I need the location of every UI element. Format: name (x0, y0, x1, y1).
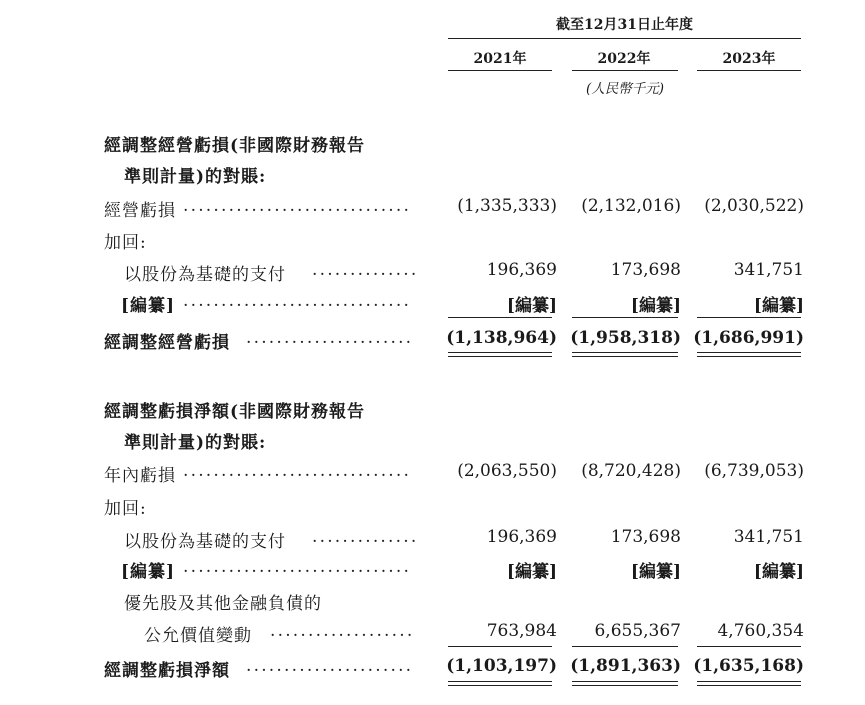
total-double-rule (448, 352, 552, 357)
leader-dots: ...................... (246, 656, 414, 676)
leader-dots: .............................. (183, 461, 412, 481)
leader-dots: .............. (312, 527, 419, 547)
leader-dots: .............. (312, 260, 419, 280)
redacted-label: [編纂] (121, 296, 176, 316)
redacted-2022: [編纂] (630, 296, 681, 316)
total-double-rule (448, 681, 552, 686)
redacted-2022: [編纂] (630, 562, 681, 582)
loss-for-year-2022: (8,720,428) (581, 461, 681, 481)
leader-dots: ................... (270, 621, 415, 641)
adjusted-operating-loss-2022: (1,958,318) (570, 328, 681, 348)
share-based-payment-label: 以股份為基礎的支付 (124, 532, 286, 552)
share-based-payment-label: 以股份為基礎的支付 (124, 265, 286, 285)
adjusted-net-loss-label: 經調整虧損淨額 (104, 661, 230, 681)
total-double-rule (697, 681, 801, 686)
fair-value-change-2023: 4,760,354 (717, 621, 804, 641)
share-based-payment-2021: 196,369 (486, 260, 557, 280)
year-rule-2022 (572, 70, 678, 71)
loss-for-year-2021: (2,063,550) (457, 461, 557, 481)
adjusted-operating-loss-2023: (1,686,991) (693, 328, 804, 348)
add-back-label: 加回: (104, 233, 147, 253)
section2-title-line2: 準則計量)的對賬: (124, 433, 267, 453)
share-based-payment-2021: 196,369 (486, 527, 557, 547)
adjusted-operating-loss-label: 經調整經營虧損 (104, 333, 230, 353)
total-double-rule (697, 352, 801, 357)
subtotal-rule (572, 317, 678, 318)
loss-for-year-2023: (6,739,053) (704, 461, 804, 481)
preferred-shares-label-line1: 優先股及其他金融負債的 (124, 594, 322, 614)
subtotal-rule (448, 317, 552, 318)
share-based-payment-2023: 341,751 (733, 527, 804, 547)
adjusted-net-loss-2022: (1,891,363) (570, 656, 681, 676)
loss-for-year-label: 年內虧損 (104, 466, 176, 486)
share-based-payment-2022: 173,698 (610, 260, 681, 280)
redacted-2021: [編纂] (506, 296, 557, 316)
adjusted-net-loss-2021: (1,103,197) (446, 656, 557, 676)
period-header: 截至12月31日止年度 (556, 17, 693, 33)
year-rule-2021 (448, 70, 552, 71)
subtotal-rule (572, 646, 678, 647)
subtotal-rule (697, 317, 801, 318)
row-operating-loss-label: 經營虧損 (104, 201, 176, 221)
redacted-2023: [編纂] (753, 296, 804, 316)
section1-title-line1: 經調整經營虧損(非國際財務報告 (104, 136, 366, 156)
section2-title-line1: 經調整虧損淨額(非國際財務報告 (104, 402, 366, 422)
total-double-rule (572, 352, 678, 357)
leader-dots: ...................... (246, 328, 414, 348)
operating-loss-2023: (2,030,522) (704, 196, 804, 216)
fair-value-change-2022: 6,655,367 (594, 621, 681, 641)
fair-value-change-2021: 763,984 (486, 621, 557, 641)
redacted-2021: [編纂] (506, 562, 557, 582)
year-2023-header: 2023年 (722, 51, 776, 67)
leader-dots: .............................. (183, 291, 412, 311)
adjusted-net-loss-2023: (1,635,168) (693, 656, 804, 676)
unit-label: (人民幣千元) (585, 81, 665, 97)
total-double-rule (572, 681, 678, 686)
operating-loss-2022: (2,132,016) (581, 196, 681, 216)
fair-value-change-label: 公允價值變動 (144, 626, 252, 646)
year-2022-header: 2022年 (597, 51, 651, 67)
section1-title-line2: 準則計量)的對賬: (124, 167, 267, 187)
year-rule-2023 (697, 70, 801, 71)
year-2021-header: 2021年 (473, 51, 527, 67)
leader-dots: .............................. (183, 557, 412, 577)
add-back-label: 加回: (104, 499, 147, 519)
redacted-label: [編纂] (121, 562, 176, 582)
redacted-2023: [編纂] (753, 562, 804, 582)
leader-dots: .............................. (183, 196, 412, 216)
share-based-payment-2023: 341,751 (733, 260, 804, 280)
subtotal-rule (448, 646, 552, 647)
adjusted-operating-loss-2021: (1,138,964) (446, 328, 557, 348)
header-rule (448, 38, 801, 39)
share-based-payment-2022: 173,698 (610, 527, 681, 547)
operating-loss-2021: (1,335,333) (457, 196, 557, 216)
subtotal-rule (697, 646, 801, 647)
